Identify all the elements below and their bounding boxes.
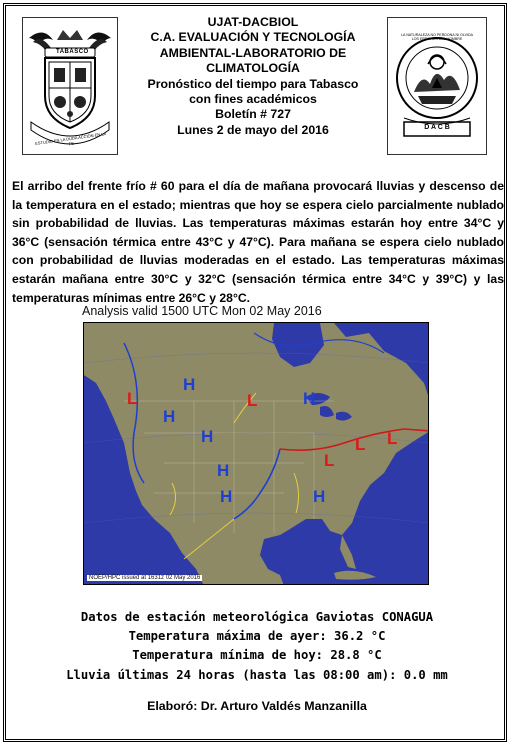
subtitle-line1: Pronóstico del tiempo para Tabasco <box>147 76 359 91</box>
rainfall-24h: Lluvia últimas 24 horas (hasta las 08:00 am): 0.0 mm <box>66 667 448 682</box>
min-temperature: Temperatura mínima de hoy: 28.8 °C <box>132 648 382 663</box>
forecast-paragraph: El arribo del frente frío # 60 para el día de mañana provocará lluvias y descenso de la temperatura en el estado; mientras que hoy se espera cielo parcialmente nublado sin probabilidad de lluvias. Las temperaturas máximas estarán hoy entre 34°C y 36°C (sensación térmica entre 43°C y 47°C). Para mañana se espera cielo nublado con probabilidad de lluvias moderadas en el estado. Las temperaturas máximas estarán mañana entre 30°C y 32°C (sensación térmica entre 34°C y 39°C) y las temperaturas mínimas entre 26°C y 28°C. <box>12 179 504 305</box>
map-high-center: H <box>183 375 196 394</box>
logo-banner-text: TABASCO <box>56 49 89 55</box>
logo-motto-text: ESTUDIO EN LA DUDA ACCIÓN EN LA FE <box>34 131 107 147</box>
station-data <box>20 608 494 685</box>
dacbiol-logo <box>387 17 487 155</box>
map-high-center: H <box>313 487 326 506</box>
map-footer-label: NOEP/HPC issued at 1631z 02 May 2016 <box>89 575 201 581</box>
map-high-center: H <box>220 487 233 506</box>
max-temperature: Temperatura máxima de ayer: 36.2 °C <box>128 629 386 644</box>
map-high-center: H <box>201 427 214 446</box>
seal-ring-text: LA NATURALEZA NO PERDONA NI OLVIDA LOS ERRORES DEL HOMBRE <box>401 33 473 41</box>
map-low-center: L <box>127 389 138 408</box>
bulletin-number: Boletín # 727 <box>215 107 291 122</box>
institution-name: UJAT-DACBIOL <box>207 15 299 29</box>
group-name: C.A. EVALUACIÓN Y TECNOLOGÍA <box>150 30 356 45</box>
map-high-center: H <box>163 407 176 426</box>
seal-base-text: D A C B <box>424 124 450 131</box>
bulletin-header <box>128 15 378 138</box>
map-high-center: H <box>303 389 316 408</box>
station-title: Datos de estación meteorológica Gaviotas CONAGUA <box>80 610 434 624</box>
lab-name-line1: AMBIENTAL-LABORATORIO DE <box>159 45 347 60</box>
map-low-center: L <box>247 391 258 410</box>
map-high-center: H <box>217 461 230 480</box>
lab-name-line2: CLIMATOLOGÍA <box>206 61 300 76</box>
subtitle-line2: con fines académicos <box>189 92 317 107</box>
map-low-center: L <box>355 435 366 454</box>
ujat-logo <box>22 17 118 155</box>
map-title: Analysis valid 1500 UTC Mon 02 May 2016 <box>82 304 322 318</box>
surface-analysis-map <box>83 322 429 585</box>
map-low-center: L <box>324 451 335 470</box>
author-credit: Elaboró: Dr. Arturo Valdés Manzanilla <box>147 699 367 713</box>
map-low-center: L <box>387 429 398 448</box>
map-graphic <box>84 323 429 585</box>
bulletin-date: Lunes 2 de mayo del 2016 <box>177 122 329 137</box>
